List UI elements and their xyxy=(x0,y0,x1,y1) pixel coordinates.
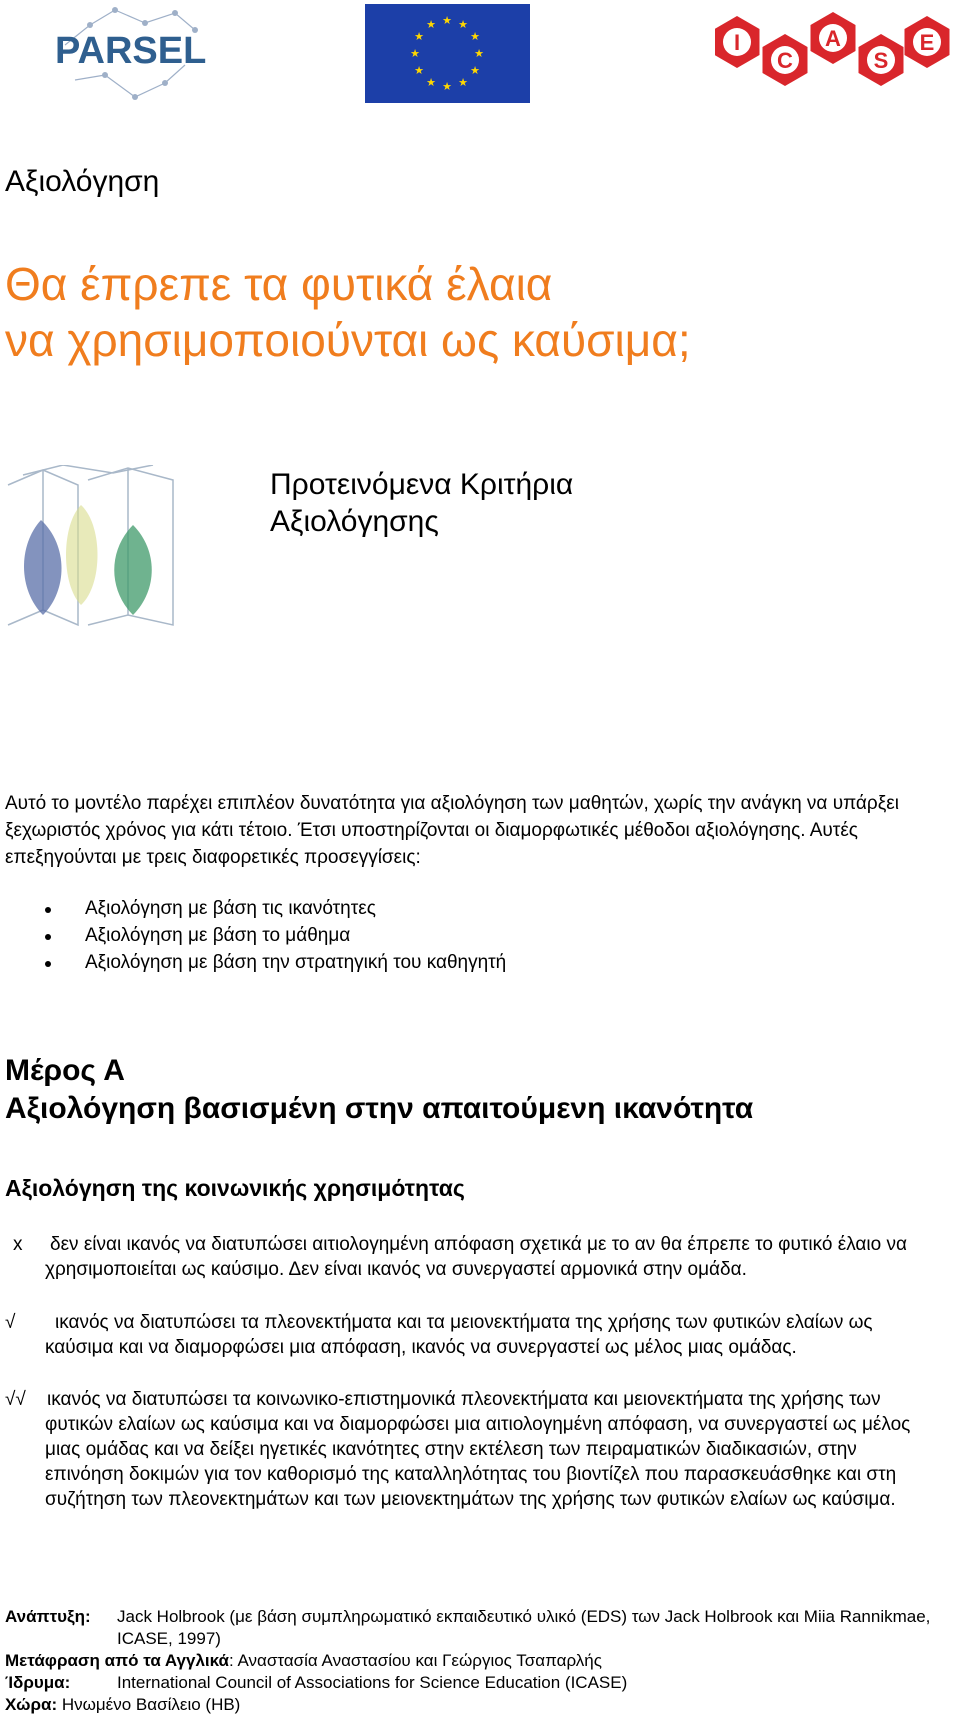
icase-letter: E xyxy=(919,30,935,55)
credit-institution xyxy=(5,1672,945,1694)
part-title-line-1: Μέρος Α xyxy=(5,1054,125,1087)
eu-flag xyxy=(365,4,530,103)
icase-logo xyxy=(715,10,955,90)
criterion-item xyxy=(5,1310,935,1388)
main-title xyxy=(5,256,691,368)
credit-label: Ανάπτυξη: xyxy=(5,1607,91,1626)
criteria-title xyxy=(270,466,573,540)
cross-mark-icon: x xyxy=(13,1234,23,1255)
credit-value: : Αναστασία Αναστασίου και Γεώργιος Τσαπαρλής xyxy=(229,1651,602,1670)
credit-country xyxy=(5,1694,945,1716)
main-title-line-1: Θα έπρεπε τα φυτικά έλαια xyxy=(5,258,553,310)
approaches-list xyxy=(45,895,506,976)
svg-text:★: ★ xyxy=(474,47,484,60)
bullet-icon xyxy=(45,907,51,913)
part-title xyxy=(5,1052,753,1128)
main-title-line-2: να χρησιμοποιούνται ως καύσιμα; xyxy=(5,314,691,366)
credit-value: Jack Holbrook (με βάση συμπληρωματικό εκπαιδευτικό υλικό (EDS) των Jack Holbrook και Miia Rannikmae, ICASE, 1997) xyxy=(117,1607,931,1648)
bullet-icon xyxy=(45,961,51,967)
criterion-text: ικανός να διατυπώσει τα πλεονεκτήματα και τα μειονεκτήματα της χρήσης των φυτικών ελαίων ως καύσιμα και να διαμορφώσει μια απόφαση, ικανός να συνεργαστεί ως μέλος μιας ομάδας. xyxy=(45,1312,873,1358)
criteria-title-line-2: Αξιολόγησης xyxy=(270,505,439,538)
svg-text:★: ★ xyxy=(470,30,480,43)
credit-label: Χώρα: xyxy=(5,1695,58,1714)
svg-text:★: ★ xyxy=(426,18,436,31)
double-check-mark-icon: √√ xyxy=(5,1389,26,1410)
criterion-text: ικανός να διατυπώσει τα κοινωνικο-επιστημονικά πλεονεκτήματα και μειονεκτήματα της χρήσης των φυτικών ελαίων ως καύσιμα και να διαμορφώσει μια αιτιολογημένη απόφαση, να συνεργαστεί ως μέλος μιας ομάδας και να δείξει ηγετικές ικανότητες στην εκτέλεση των πειραματικών διαδικασιών, στην επινόηση δοκιμών για τον καθορισμό της καταλληλότητας του βιοντίζελ που παρασκευάσθηκε και στη συζήτηση των πλεονεκτημάτων και των μειονεκτημάτων της χρήσης των φυτικών ελαίων ως καύσιμα. xyxy=(45,1389,911,1510)
check-mark-icon: √ xyxy=(5,1312,16,1333)
svg-text:★: ★ xyxy=(442,14,452,27)
svg-text:★: ★ xyxy=(470,64,480,77)
criterion-item xyxy=(5,1232,935,1310)
svg-text:★: ★ xyxy=(458,18,468,31)
list-item: Αξιολόγηση με βάση την στρατηγική του καθηγητή xyxy=(45,949,506,976)
part-title-line-2: Αξιολόγηση βασισμένη στην απαιτούμενη ικανότητα xyxy=(5,1092,754,1125)
list-item: Αξιολόγηση με βάση το μάθημα xyxy=(45,922,506,949)
icase-letter: C xyxy=(777,48,793,73)
section-title: Αξιολόγηση xyxy=(5,165,160,198)
icase-letter: S xyxy=(873,48,889,73)
subsection-title: Αξιολόγηση της κοινωνικής χρησιμότητας xyxy=(5,1175,465,1201)
credit-developed xyxy=(5,1606,945,1650)
parsel-logo xyxy=(45,5,220,103)
parsel-wordmark: PARSEL xyxy=(55,30,207,72)
credit-value: Ηνωμένο Βασίλειο (ΗΒ) xyxy=(57,1695,241,1714)
svg-text:★: ★ xyxy=(426,76,436,89)
intro-paragraph: Αυτό το μοντέλο παρέχει επιπλέον δυνατότητα για αξιολόγηση των μαθητών, χωρίς την ανάγκη να υπάρξει ξεχωριστός χρόνος για κάτι τέτοιο. Έτσι υποστηρίζονται οι διαμορφωτικές μέθοδοι αξιολόγησης. Αυτές επεξηγούνται με τρεις διαφορετικές προσεγγίσεις: xyxy=(5,793,899,868)
icase-letter: I xyxy=(733,30,741,55)
bullet-icon xyxy=(45,934,51,940)
list-item: Αξιολόγηση με βάση τις ικανότητες xyxy=(45,895,506,922)
credit-translation xyxy=(5,1650,945,1672)
criterion-text: δεν είναι ικανός να διατυπώσει αιτιολογημένη απόφαση σχετικά με το αν θα έπρεπε το φυτικό έλαιο να χρησιμοποιείται ως καύσιμο. Δεν είναι ικανός να συνεργαστεί αρμονικά στην ομάδα. xyxy=(45,1234,907,1280)
icase-letter: A xyxy=(825,26,841,51)
criterion-item xyxy=(5,1387,935,1542)
credit-value: International Council of Associations for Science Education (ICASE) xyxy=(117,1673,628,1692)
svg-text:★: ★ xyxy=(442,80,452,93)
svg-text:★: ★ xyxy=(410,47,420,60)
criteria-title-line-1: Προτεινόμενα Κριτήρια xyxy=(270,468,574,501)
svg-text:★: ★ xyxy=(414,64,424,77)
credit-label: Μετάφραση από τα Αγγλικά xyxy=(5,1651,229,1670)
decorative-leaves-logo xyxy=(3,465,181,637)
parsel-network-icon xyxy=(45,5,220,103)
credit-label: Ίδρυμα: xyxy=(5,1673,71,1692)
eu-stars-icon xyxy=(365,4,530,103)
credits-footer xyxy=(5,1606,945,1716)
svg-text:★: ★ xyxy=(458,76,468,89)
svg-text:★: ★ xyxy=(414,30,424,43)
